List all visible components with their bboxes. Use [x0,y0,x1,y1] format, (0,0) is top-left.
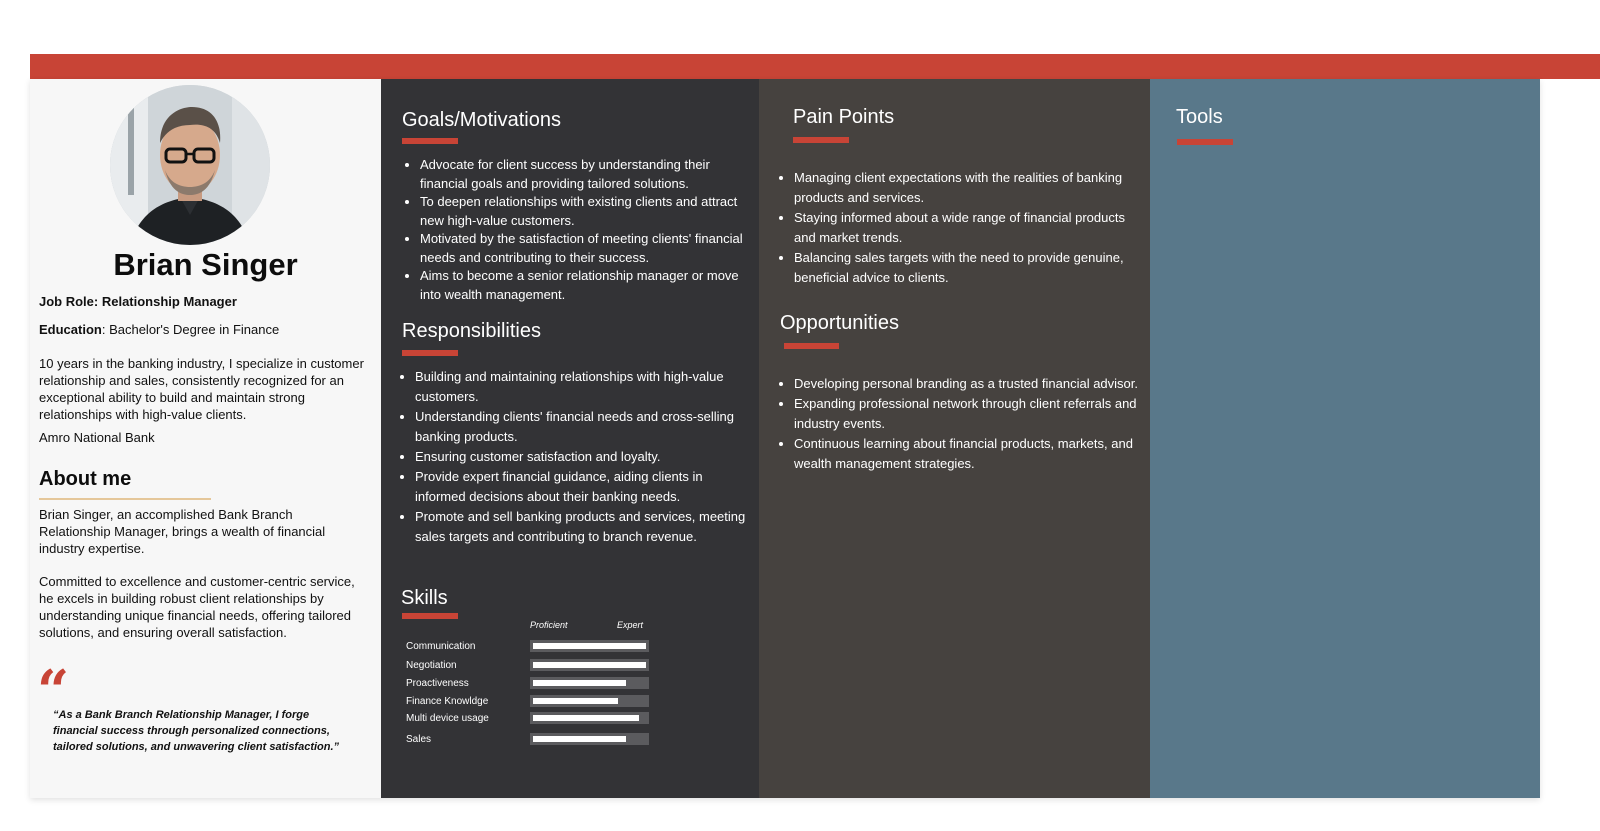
list-item: • Expanding professional network through client referrals and industry events. [794,394,1139,434]
list-item: • Staying informed about a wide range of financial products and market trends. [794,208,1139,248]
persona-summary: 10 years in the banking industry, I specialize in customer relationship and sales, consistently recognized for an exceptional ability to build and maintain strong relationships with high-value clients. [39,356,364,422]
skill-bar-fill [533,662,646,668]
skills-scale-high: Expert [617,620,644,630]
education-value: : Bachelor's Degree in Finance [101,322,280,337]
about-heading: About me [39,468,132,490]
skill-bar-fill [533,643,646,649]
list-item: • Continuous learning about financial products, markets, and wealth management strategies. [794,434,1139,474]
pain-points-divider [793,137,849,143]
skill-bar-fill [533,736,626,742]
skill-bar-track [530,712,649,724]
skill-label: Finance Knowldge [406,696,489,707]
goals-divider [402,138,458,144]
skills-scale-low: Proficient [530,620,568,630]
profile-column [30,79,381,798]
opportunities-divider [784,343,839,349]
about-divider [39,498,211,500]
list-item: • Promote and sell banking products and services, meeting sales targets and contributing to branch revenue. [415,507,755,547]
goals-column [381,79,759,798]
tools-column [1150,79,1540,798]
skill-bar-fill [533,698,618,704]
pain-points-heading: Pain Points [793,106,895,128]
skill-label: Multi device usage [406,713,489,724]
persona-card [30,79,1540,798]
persona-name: Brian Singer [113,247,298,282]
job-role: Job Role: Relationship Manager [39,294,237,309]
avatar [110,85,270,245]
opportunities-list [776,374,1139,474]
tools-divider [1177,139,1233,145]
responsibilities-heading: Responsibilities [402,320,541,342]
portrait-image [110,85,270,245]
skill-label: Sales [406,734,432,745]
list-item: • To deepen relationships with existing clients and attract new high-value customers. [420,193,756,230]
skill-bar-fill [533,680,626,686]
list-item: • Building and maintaining relationships with high-value customers. [415,367,755,407]
list-item: • Understanding clients' financial needs and cross-selling banking products. [415,407,755,447]
skill-label: Proactiveness [406,678,469,689]
company-name: Amro National Bank [39,430,155,445]
about-paragraph-2: Committed to excellence and customer-centric service, he excels in building robust client relationships by understanding unique financial needs, offering tailored solutions, and ensuring overall satisfaction. [39,574,355,640]
skill-label: Communication [406,641,476,652]
list-item: • Advocate for client success by understanding their financial goals and providing tailored solutions. [420,156,756,193]
skills-heading: Skills [401,587,448,609]
list-item: • Developing personal branding as a trusted financial advisor. [794,374,1139,394]
skill-bar-track [530,677,649,689]
education [39,321,364,338]
list-item: • Ensuring customer satisfaction and loyalty. [415,447,755,467]
skill-bar-track [530,733,649,745]
responsibilities-list [397,367,755,547]
skill-bar-track [530,640,649,652]
tools-heading: Tools [1176,106,1223,128]
quote-mark-icon: “ [37,658,70,724]
opportunities-heading: Opportunities [780,312,899,334]
list-item: • Provide expert financial guidance, aiding clients in informed decisions about their banking needs. [415,467,755,507]
pain-points-column [759,79,1150,798]
responsibilities-divider [402,350,458,356]
list-item: • Motivated by the satisfaction of meeting clients' financial needs and contributing to their success. [420,230,756,267]
skill-bar-fill [533,715,639,721]
list-item: • Balancing sales targets with the need to provide genuine, beneficial advice to clients. [794,248,1139,288]
goals-heading: Goals/Motivations [402,109,561,131]
education-label: Education [39,322,102,337]
list-item: • Managing client expectations with the realities of banking products and services. [794,168,1139,208]
skill-bar-track [530,659,649,671]
skill-label: Negotiation [406,660,457,671]
about-paragraph-1: Brian Singer, an accomplished Bank Branch Relationship Manager, brings a wealth of financial industry expertise. [39,507,326,556]
persona-quote: “As a Bank Branch Relationship Manager, I forge financial success through personalized connections, tailored solutions, and unwavering client satisfaction.” [53,709,340,753]
list-item: • Aims to become a senior relationship manager or move into wealth management. [420,267,756,304]
top-accent-bar [30,54,1600,79]
skills-divider [402,613,458,619]
skill-bar-track [530,695,649,707]
goals-list [402,156,756,304]
pain-points-list [776,168,1139,288]
